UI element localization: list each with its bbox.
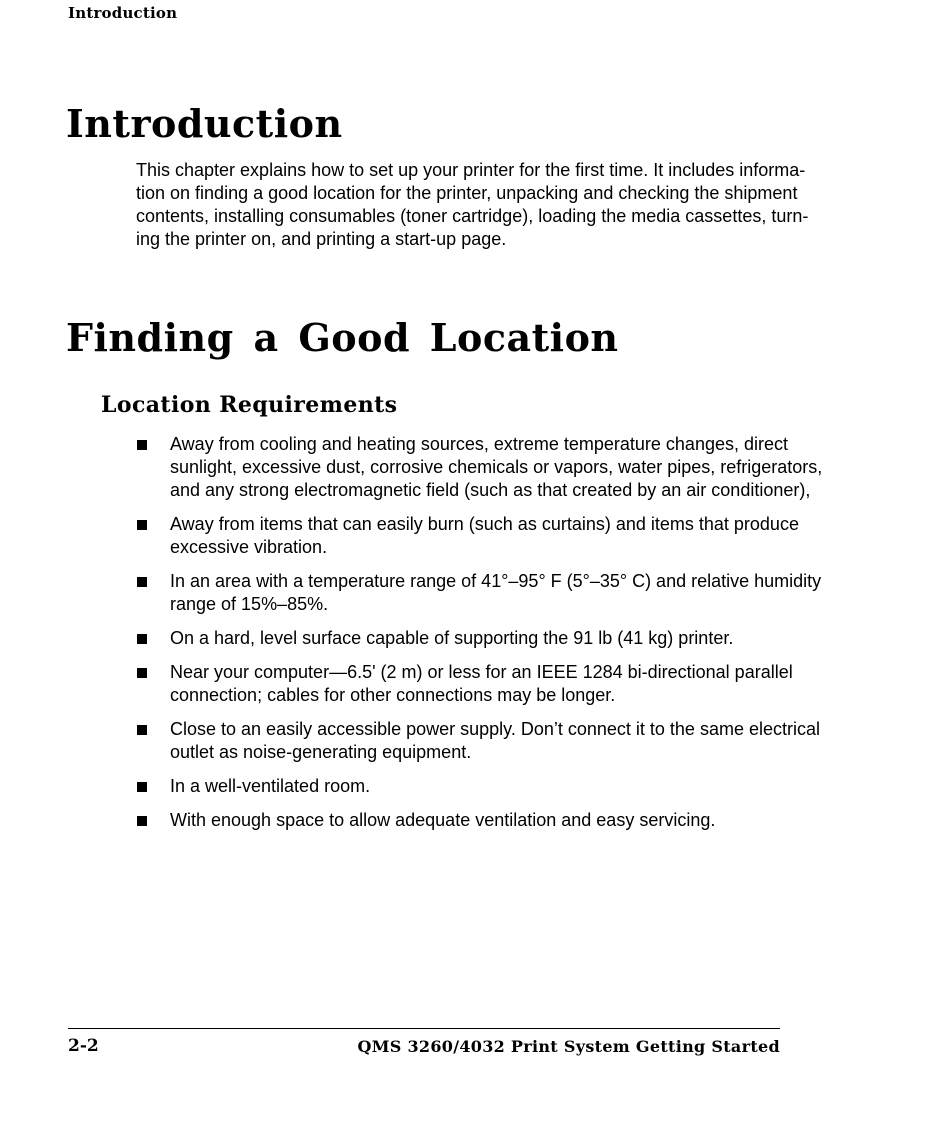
list-item-line: In an area with a temperature range of 41°–95° F (5°–35° C) and relative humidity — [170, 571, 822, 591]
list-item-line: Near your computer—6.5' (2 m) or less for an IEEE 1284 bi-directional parallel — [170, 662, 793, 682]
square-bullet-icon — [137, 668, 147, 678]
intro-paragraph-line: ing the printer on, and printing a start-up page. — [136, 229, 507, 249]
list-item-line: Close to an easily accessible power supply. Don’t connect it to the same electrical — [170, 719, 820, 739]
intro-heading: Introduction — [66, 101, 343, 146]
footer-title: QMS 3260/4032 Print System Getting Started — [357, 1037, 780, 1056]
location-subheading: Location Requirements — [101, 392, 398, 418]
list-item — [136, 809, 856, 832]
page-number: 2-2 — [68, 1036, 99, 1056]
square-bullet-icon — [137, 577, 147, 587]
square-bullet-icon — [137, 816, 147, 826]
list-item-line: connection; cables for other connections may be longer. — [170, 685, 616, 705]
intro-paragraph-line: This chapter explains how to set up your printer for the first time. It includes informa- — [136, 160, 806, 180]
list-item-line: and any strong electromagnetic field (such as that created by an air conditioner), — [170, 480, 811, 500]
list-item — [136, 627, 856, 650]
requirements-list — [136, 433, 856, 843]
list-item-line: excessive vibration. — [170, 537, 328, 557]
list-item — [136, 433, 856, 502]
list-item — [136, 513, 856, 559]
list-item — [136, 570, 856, 616]
list-item — [136, 775, 856, 798]
list-item-line: In a well-ventilated room. — [170, 776, 371, 796]
footer-divider — [68, 1028, 780, 1029]
list-item-line: Away from items that can easily burn (such as curtains) and items that produce — [170, 514, 799, 534]
square-bullet-icon — [137, 725, 147, 735]
intro-paragraph-line: contents, installing consumables (toner cartridge), loading the media cassettes, turn- — [136, 206, 809, 226]
list-item-line: outlet as noise-generating equipment. — [170, 742, 472, 762]
running-head: Introduction — [68, 4, 178, 22]
list-item-line: On a hard, level surface capable of supporting the 91 lb (41 kg) printer. — [170, 628, 734, 648]
list-item-line: Away from cooling and heating sources, extreme temperature changes, direct — [170, 434, 788, 454]
list-item — [136, 661, 856, 707]
square-bullet-icon — [137, 440, 147, 450]
list-item-line: With enough space to allow adequate ventilation and easy servicing. — [170, 810, 716, 830]
square-bullet-icon — [137, 782, 147, 792]
list-item — [136, 718, 856, 764]
square-bullet-icon — [137, 634, 147, 644]
list-item-line: range of 15%–85%. — [170, 594, 329, 614]
list-item-line: sunlight, excessive dust, corrosive chemicals or vapors, water pipes, refrigerators, — [170, 457, 823, 477]
intro-paragraph-line: tion on finding a good location for the printer, unpacking and checking the shipment — [136, 183, 798, 203]
square-bullet-icon — [137, 520, 147, 530]
intro-paragraph — [136, 159, 851, 251]
location-heading: Finding a Good Location — [66, 315, 619, 360]
